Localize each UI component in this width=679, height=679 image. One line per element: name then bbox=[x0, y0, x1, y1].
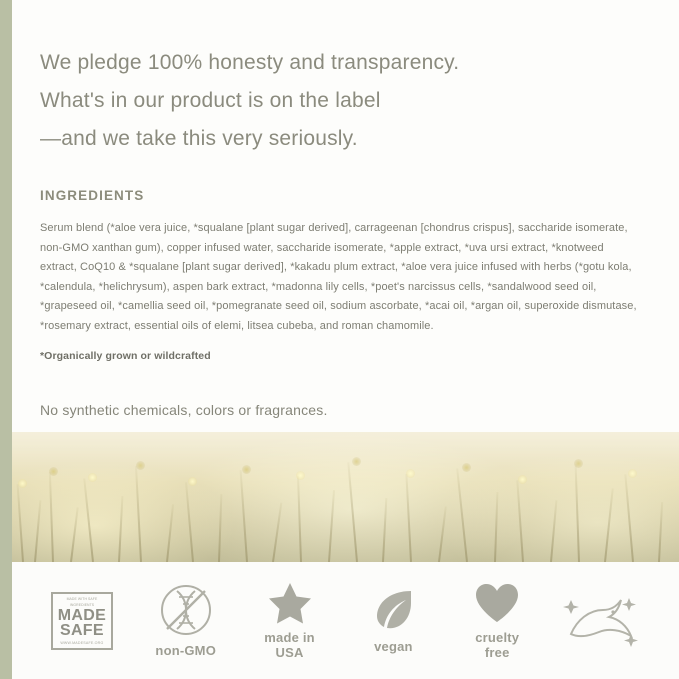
badge-label-made-in: made in bbox=[264, 629, 315, 645]
no-synthetic-statement: No synthetic chemicals, colors or fragrances. bbox=[40, 402, 328, 418]
ingredients-list: Serum blend (*aloe vera juice, *squalane [plant sugar derived], carrageenan [chondrus crispus], saccharide isomerate, non-GMO xanthan gum), copper infused water, saccharide isomerate, *apple extract, *uva ursi extract, *knotweed extract, CoQ10 & *squalane [plant sugar derived], *kakadu plum extract, *aloe vera juice infused with herbs (*gotu kola, *calendula, *helichrysum), aspen bark extract, *madonna lily cells, *poet's narcissus cells, *sandalwood seed oil, *grapeseed oil, *camellia seed oil, *pomegranate seed oil, sodium ascorbate, *acai oil, *argan oil, superoxide dismutase, *rosemary extract, essential oils of elemi, litsea cubeba, and roman chamomile. bbox=[40, 222, 637, 332]
made-safe-bottom-text: WWW.MADESAFE.ORG bbox=[60, 641, 104, 645]
made-safe-seal-icon bbox=[51, 592, 113, 650]
certification-badges bbox=[0, 562, 679, 679]
ingredients-footnote: *Organically grown or wildcrafted bbox=[40, 350, 211, 362]
pledge-line-3: —and we take this very seriously. bbox=[40, 127, 358, 150]
badge-label-usa: USA bbox=[275, 644, 304, 660]
dna-strand-crossed-out-icon bbox=[159, 583, 213, 637]
left-accent-stripe bbox=[0, 0, 12, 679]
badge-made-safe bbox=[36, 592, 128, 650]
star-icon bbox=[268, 582, 312, 624]
badge-leaping-bunny bbox=[555, 590, 647, 652]
badge-non-gmo bbox=[140, 583, 232, 658]
leaping-bunny-icon bbox=[561, 590, 641, 652]
pledge-statement bbox=[40, 44, 639, 158]
made-safe-top-text: MADE WITH SAFE INGREDIENTS bbox=[66, 597, 98, 607]
leaf-icon bbox=[370, 587, 416, 633]
badge-label-cruelty: cruelty bbox=[475, 629, 520, 645]
badge-made-in-usa bbox=[244, 582, 336, 660]
badge-label-non-gmo: non-GMO bbox=[155, 643, 217, 658]
pledge-line-2: What's in our product is on the label bbox=[40, 89, 381, 112]
badge-vegan bbox=[347, 587, 439, 654]
badge-label-free: free bbox=[484, 644, 510, 660]
wildflower-field-photo bbox=[0, 432, 679, 562]
made-safe-main-text-1: MADE bbox=[57, 607, 107, 624]
pledge-line-1: We pledge 100% honesty and transparency. bbox=[40, 51, 460, 74]
badge-cruelty-free bbox=[451, 582, 543, 660]
heart-icon bbox=[474, 582, 520, 624]
badge-label-vegan: vegan bbox=[374, 639, 413, 654]
ingredients-heading: INGREDIENTS bbox=[40, 188, 145, 203]
made-safe-main-text-2: SAFE bbox=[59, 622, 104, 639]
